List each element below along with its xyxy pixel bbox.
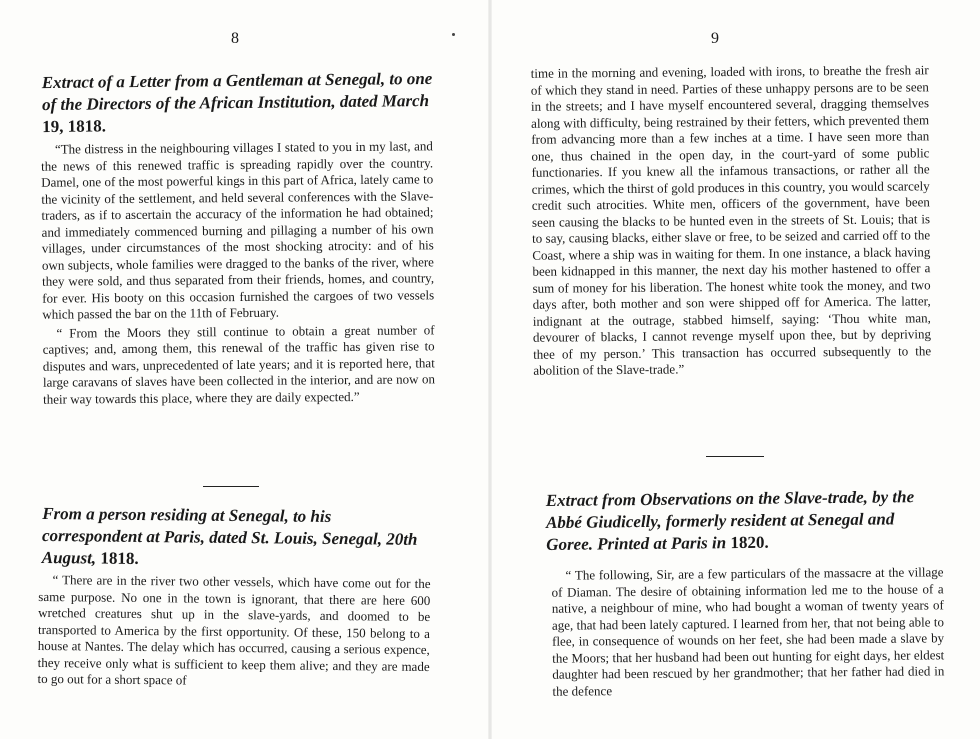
paragraph: time in the morning and evening, loaded with irons, to breathe the fresh air of which they stand in need. Parties of these unhappy persons are to be seen in the streets; and I have myself encountered several, dragging themselves along with difficulty, being restrained by their fetters, which prevented them from advancing more than a few inches at a time. I have seen more than one, thus chained in the open day, in the court-yard of some public functionaries. If you knew all the infamous transactions, or rather all the crimes, which the thirst of gold produces in this country, you would scarcely credit such atrocities. White men, officers of the government, have been seen causing the blacks to be hunted even in the streets of St. Louis; that is to say, causing blacks, either slave or free, to be seized and carried off to the Coast, where a ship was in waiting for them. In one instance, a black having been kidnapped in this manner, the next day his mother hastened to offer a sum of money for his liberation. The honest white took the money, and two days after, both mother and son were shipped off for America. The latter, indignant at the outrage, stabbed himself, saying: ‘Thou white man, devourer of blacks, I cannot revenge myself upon thee, but by depriving thee of my person.’ This transaction has occurred subsequently to the abolition of the Slave-trade.” — [530, 62, 932, 378]
speck — [452, 33, 455, 36]
page-number-right: 9 — [711, 30, 719, 47]
continued-letter-body — [531, 62, 932, 379]
paragraph: “The distress in the neighbouring villages I stated to you in my last, and the news of this renewed traffic is spreading rapidly over the country. Damel, one of the most powerful kings in this part of Africa, lately came to the vicinity of the settlement, and held several conferences with the Slave-traders, as if to ascertain the accuracy of the information he had obtained; and immediately commenced burning and pillaging a number of his own villages, under circumstances of the most shocking atrocity: and of his own subjects, whole families were dragged to the banks of the river, where they were sold, and thus separated from their friends, homes, and country, for ever. His booty on this occasion furnished the cargoes of two vessels which passed the bar on the 11th of February. — [40, 138, 435, 322]
heading-date: 1820. — [730, 532, 769, 553]
heading-date: 19, 1818. — [42, 116, 107, 137]
right-page — [490, 0, 980, 739]
section-divider — [203, 486, 259, 487]
heading-text: Extract of a Letter from a Gentleman at Senegal, to one of the Directors of the African Institution, dated March — [41, 68, 433, 115]
heading-text: Extract from Observations on the Slave-trade, by the Abbé Giudicelly, formerly resident at Senegal and Goree. Printed at Paris in — [545, 487, 915, 555]
letter-body — [41, 138, 435, 407]
heading-date: 1818. — [100, 548, 139, 568]
section-heading-correspondent-at-paris — [42, 503, 435, 573]
paragraph: “ The following, Sir, are a few particulars of the massacre at the village of Diaman. The desire of obtaining information led me to the house of a native, a neighbour of mine, who had bought a woman of twenty years of age, that had been lately captured. I learned from her, that not being able to flee, in consequence of wounds on her feet, she had been made a slave by the Moors; that her husband had been out hunting for eight days, her eldest daughter had been rescued by her grandmother; that her father had died in the defence — [551, 564, 945, 699]
observations-body — [551, 564, 944, 699]
section-divider — [706, 456, 764, 457]
section-heading-letter-from-senegal — [42, 68, 438, 138]
paragraph: “ There are in the river two other vessels, which have come out for the same purpose. No one in the town is ignorant, that there are here 600 wretched creatures shut up in the slave-yards, and doomed to be transported to America by the first opportunity. Of these, 150 belong to a house at Nantes. The delay which has occurred, causing a serious expence, they receive only what is sufficient to keep them alive; and they are made to go out for a short space of — [37, 572, 431, 688]
section-heading-observations-slave-trade — [546, 486, 939, 556]
page-number-left: 8 — [231, 30, 239, 47]
correspondent-body — [37, 572, 430, 692]
heading-text: From a person residing at Senegal, to his correspondent at Paris, dated St. Louis, Senegal, 20th August, — [41, 503, 418, 568]
paragraph: “ From the Moors they still continue to obtain a great number of captives; and, among them, this renewal of the traffic has given rise to disputes and wars, unprecedented of late years; and it is reported here, that large caravans of slaves have been collected in the interior, and are now on their way towards this place, where they are daily expected.” — [42, 321, 435, 407]
